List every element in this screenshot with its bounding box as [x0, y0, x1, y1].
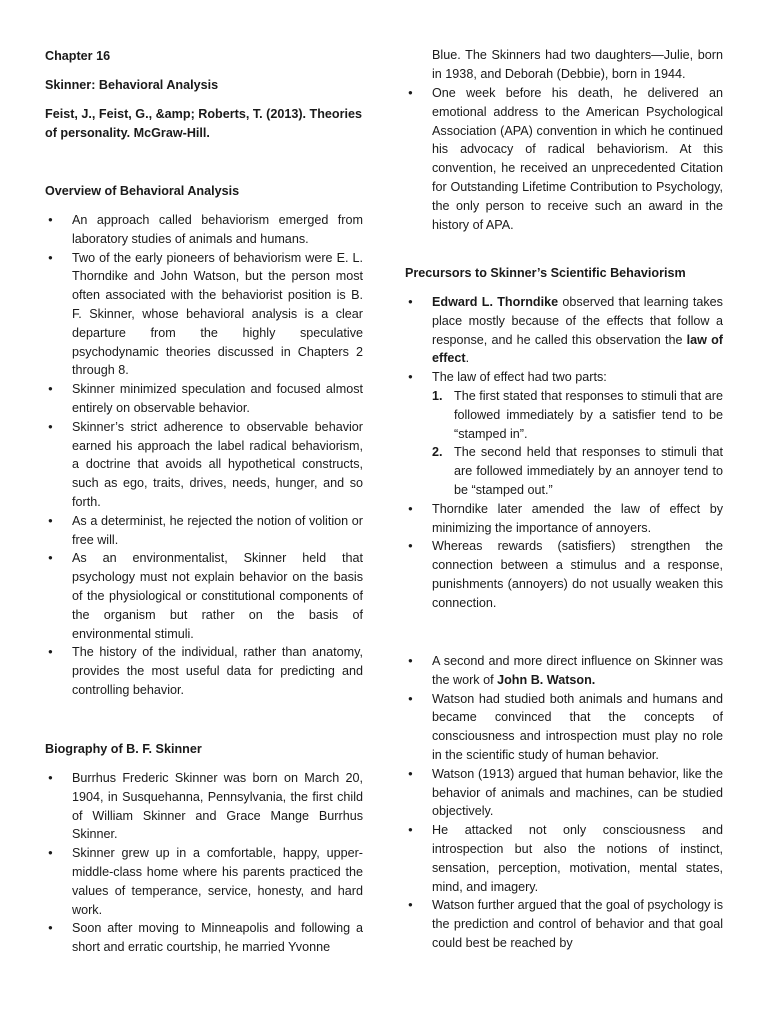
- watson-list: [405, 652, 723, 953]
- law-parts-intro: The law of effect had two parts:: [432, 370, 607, 385]
- chapter-number: Chapter 16: [45, 49, 111, 63]
- list-item: ● He attacked not only consciousness and introspection but also the notions of instinct, sensation, perception, motivation, mental states, mind, and imagery.: [405, 821, 723, 896]
- section-heading-overview: Overview of Behavioral Analysis: [45, 184, 240, 198]
- thorndike-text-end: .: [465, 351, 470, 366]
- list-item: ● Whereas rewards (satisfiers) strengthen the connection between a stimulus and a response, punishments (annoyers) do not usually weaken this connection.: [405, 537, 723, 612]
- citation: Feist, J., Feist, G., &amp; Roberts, T. (2013). Theories of personality. McGraw-Hill.: [45, 107, 363, 140]
- overview-list: [45, 211, 363, 700]
- list-item: ● The history of the individual, rather than anatomy, provides the most useful data for predicting and controlling behavior.: [45, 643, 363, 699]
- section-heading-biography: Biography of B. F. Skinner: [45, 742, 202, 756]
- list-item: ● Skinner grew up in a comfortable, happy, upper-middle-class home where his parents practiced the values of temperance, service, honesty, and hard work.: [45, 844, 363, 919]
- biography-list: [45, 769, 363, 957]
- law-part: [432, 443, 723, 499]
- list-item: ● Thorndike later amended the law of effect by minimizing the importance of annoyers.: [405, 500, 723, 538]
- list-item-law-parts: [405, 368, 723, 500]
- list-item: ● Watson (1913) argued that human behavior, like the behavior of animals and machines, can be studied objectively.: [405, 765, 723, 821]
- list-item: ● Watson had studied both animals and humans and became convinced that the concepts of consciousness and introspection must play no role in the scientific study of human behavior.: [405, 690, 723, 765]
- law-part-number: 1.: [432, 388, 443, 403]
- watson-name: John B. Watson.: [497, 672, 596, 687]
- list-item: ● Skinner’s strict adherence to observable behavior earned his approach the label radical behaviorism, a doctrine that avoids all hypothetical constructs, such as ego, traits, drives, needs, hunger, and so forth.: [45, 418, 363, 512]
- law-parts-list: [432, 387, 723, 500]
- list-item: ● Skinner minimized speculation and focused almost entirely on observable behavior.: [45, 380, 363, 418]
- list-item: ● Two of the early pioneers of behaviorism were E. L. Thorndike and John Watson, but the person most often associated with the behaviorist position is B. F. Skinner, whose behavioral analysis is a clear departure from the highly speculative psychodynamic theories discussed in Chapters 2 through 8.: [45, 249, 363, 381]
- law-part-number: 2.: [432, 445, 443, 460]
- list-item: ● As an environmentalist, Skinner held that psychology must not explain behavior on the basis of the physiological or constitutional components of the organism but rather on the basis of environmental stimuli.: [45, 549, 363, 643]
- law-part-text: The first stated that responses to stimuli that are followed immediately by a satisfier tend to be “stamped in”.: [454, 388, 723, 441]
- watson-intro-text: A second and more direct influence on Skinner was the work of: [432, 654, 723, 687]
- list-item: ● Watson further argued that the goal of psychology is the prediction and control of behavior and that goal could best be reached by: [405, 896, 723, 952]
- list-item-thorndike: [405, 293, 723, 368]
- law-part: [432, 387, 723, 443]
- list-item: ● Soon after moving to Minneapolis and following a short and erratic courtship, he married Yvonne: [45, 919, 363, 957]
- list-item: ● As a determinist, he rejected the notion of volition or free will.: [45, 512, 363, 550]
- thorndike-text: observed that learning takes place mostly because of the effects that follow a response, and he called this observation the: [432, 295, 723, 347]
- list-item: ● One week before his death, he delivered an emotional address to the American Psychological Association (APA) convention in which he continued his advocacy of radical behaviorism. At this convention, he received an unprecedented Citation for Outstanding Lifetime Contribution to Psychology, the only person to receive such an award in the history of APA.: [405, 84, 723, 234]
- law-of-effect-term: law of effect: [432, 332, 723, 366]
- biography-continued: Blue. The Skinners had two daughters—Julie, born in 1938, and Deborah (Debbie), born in 1944.: [432, 48, 723, 81]
- list-item: ● An approach called behaviorism emerged from laboratory studies of animals and humans.: [45, 211, 363, 249]
- chapter-title: Skinner: Behavioral Analysis: [45, 78, 219, 92]
- law-part-text: The second held that responses to stimuli that are followed immediately by an annoyer tend to be “stamped out.”: [454, 445, 723, 497]
- biography-list-continued: [405, 84, 723, 234]
- precursors-list: [405, 293, 723, 613]
- section-heading-precursors: Precursors to Skinner’s Scientific Behaviorism: [405, 266, 686, 280]
- list-item-watson-intro: [405, 652, 723, 690]
- thorndike-name: Edward L. Thorndike: [432, 295, 559, 309]
- list-item: ● Burrhus Frederic Skinner was born on March 20, 1904, in Susquehanna, Pennsylvania, the first child of William Skinner and Grace Mange Burrhus Skinner.: [45, 769, 363, 844]
